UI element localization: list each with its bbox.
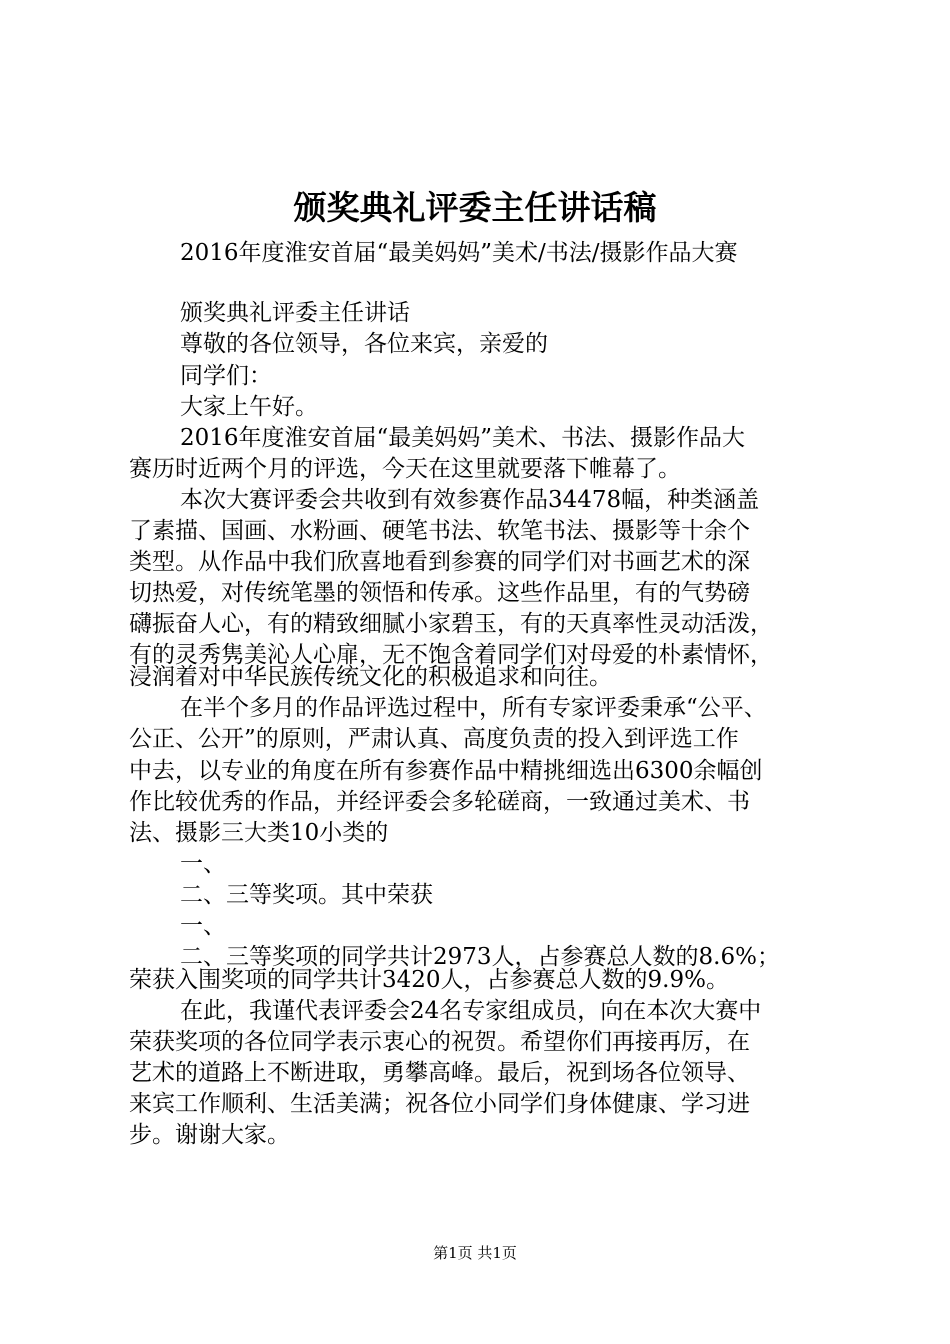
document-subtitle: 2016年度淮安首届“最美妈妈”美术/书法/摄影作品大赛: [180, 240, 738, 266]
body-line: 二、三等奖项。其中荣获: [180, 882, 433, 908]
body-line: 礴振奋人心，有的精致细腻小家碧玉，有的天真率性灵动活泼，: [129, 611, 773, 637]
body-line: 浸润着对中华民族传统文化的积极追求和向往。: [129, 664, 612, 690]
body-line: 一、: [180, 913, 226, 939]
body-line: 法、摄影三大类10小类的: [129, 820, 389, 846]
body-line: 本次大赛评委会共收到有效参赛作品34478幅，种类涵盖: [180, 487, 760, 513]
body-line: 类型。从作品中我们欣喜地看到参赛的同学们对书画艺术的深: [129, 549, 750, 575]
body-line: 二、三等奖项的同学共计2973人，占参赛总人数的8.6%；: [180, 944, 780, 970]
body-line: 在此，我谨代表评委会24名专家组成员，向在本次大赛中: [180, 998, 762, 1024]
body-line: 来宾工作顺利、生活美满；祝各位小同学们身体健康、学习进: [129, 1091, 750, 1117]
body-line: 步。谢谢大家。: [129, 1122, 290, 1148]
page-footer: 第1页 共1页: [433, 1244, 517, 1262]
body-line: 一、: [180, 851, 226, 877]
body-line: 荣获入围奖项的同学共计3420人，占参赛总人数的9.9%。: [129, 967, 729, 993]
body-line: 颁奖典礼评委主任讲话: [180, 300, 410, 326]
body-line: 有的灵秀隽美沁人心扉，无不饱含着同学们对母爱的朴素情怀，: [129, 642, 773, 668]
body-line: 了素描、国画、水粉画、硬笔书法、软笔书法、摄影等十余个: [129, 518, 750, 544]
body-line: 艺术的道路上不断进取，勇攀高峰。最后，祝到场各位领导、: [129, 1060, 750, 1086]
body-line: 赛历时近两个月的评选，今天在这里就要落下帷幕了。: [129, 456, 681, 482]
body-line: 尊敬的各位领导，各位来宾，亲爱的: [180, 331, 548, 357]
body-line: 切热爱，对传统笔墨的领悟和传承。这些作品里，有的气势磅: [129, 580, 750, 606]
body-line: 在半个多月的作品评选过程中，所有专家评委秉承“公平、: [180, 695, 767, 721]
body-line: 2016年度淮安首届“最美妈妈”美术、书法、摄影作品大: [180, 425, 746, 451]
body-line: 荣获奖项的各位同学表示衷心的祝贺。希望你们再接再厉，在: [129, 1029, 750, 1055]
body-line: 中去，以专业的角度在所有参赛作品中精挑细选出6300余幅创: [129, 758, 763, 784]
body-line: 同学们：: [180, 363, 272, 389]
document-title: 颁奖典礼评委主任讲话稿: [293, 188, 657, 227]
body-line: 作比较优秀的作品，并经评委会多轮磋商，一致通过美术、书: [129, 789, 750, 815]
body-line: 大家上午好。: [180, 394, 318, 420]
body-line: 公正、公开”的原则，严肃认真、高度负责的投入到评选工作: [129, 726, 739, 752]
